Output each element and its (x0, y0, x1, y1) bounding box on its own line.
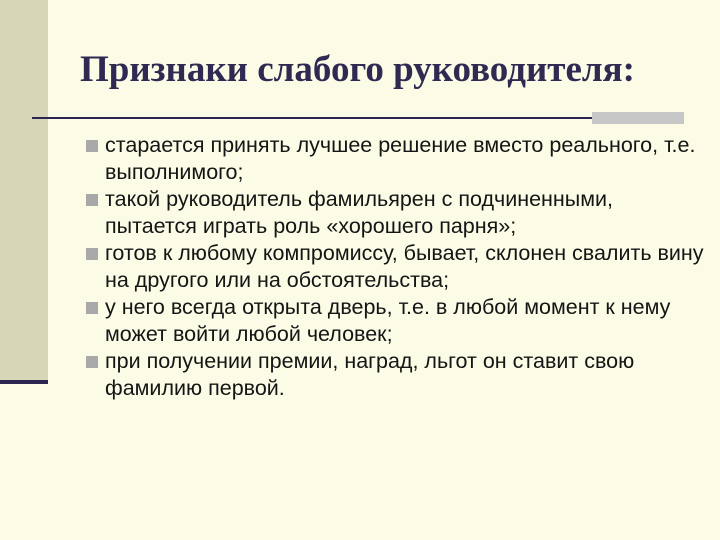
title-rule (32, 117, 592, 119)
bullet-item (86, 240, 706, 294)
bullet-text: старается принять лучшее решение вместо реального, т.е. выполнимого; (105, 133, 696, 184)
bullet-text: при получении премии, наград, льгот он ставит свою фамилию первой. (105, 349, 635, 400)
bullet-text: такой руководитель фамильярен с подчиненными, пытается играть роль «хорошего парня»; (105, 187, 614, 238)
bullet-list (86, 132, 706, 402)
bullet-item (86, 186, 706, 240)
square-bullet-icon (86, 140, 98, 152)
bullet-item (86, 294, 706, 348)
square-bullet-icon (86, 356, 98, 368)
title-accent-bar (592, 112, 684, 124)
bullet-text: у него всегда открыта дверь, т.е. в любой момент к нему может войти любой человек; (105, 295, 671, 346)
square-bullet-icon (86, 302, 98, 314)
sidebar-underline (0, 380, 48, 384)
bullet-text: готов к любому компромиссу, бывает, склонен свалить вину на другого или на обстоятельства; (105, 241, 704, 292)
bullet-item (86, 132, 706, 186)
square-bullet-icon (86, 194, 98, 206)
slide-title: Признаки слабого руководителя: (80, 49, 635, 90)
sidebar-decoration (0, 0, 48, 380)
bullet-item (86, 348, 706, 402)
square-bullet-icon (86, 248, 98, 260)
